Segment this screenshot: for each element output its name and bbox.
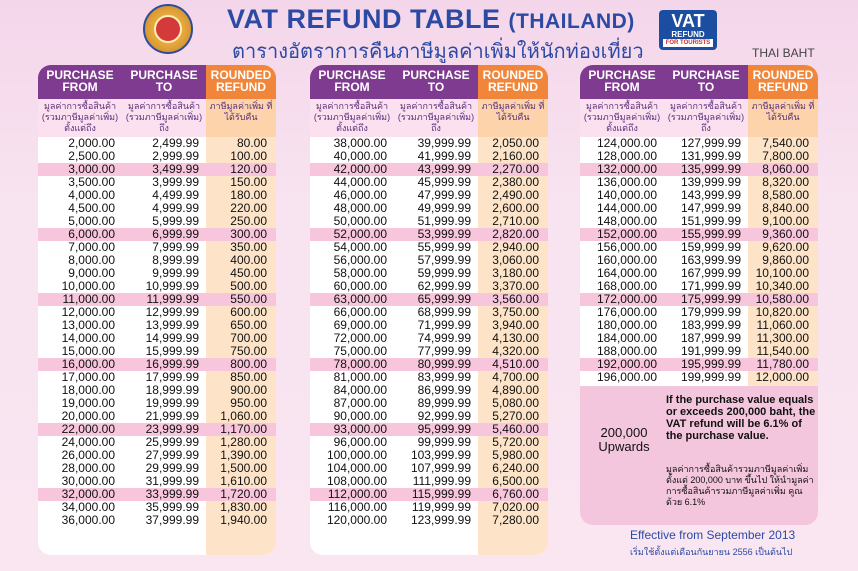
rounded-refund-cell: 11,780.00 [756,357,809,371]
purchase-from-cell: 58,000.00 [333,266,387,280]
purchase-to-cell: 62,999.99 [417,279,471,293]
rounded-refund-cell: 1,830.00 [220,500,267,514]
rounded-refund-cell: 7,540.00 [762,136,809,150]
rounded-refund-cell: 8,580.00 [762,188,809,202]
page-subtitle: ตารางอัตราการคืนภาษีมูลค่าเพิ่มให้นักท่องเที่ยว [232,41,644,63]
special-rate-label: 200,000 Upwards [598,425,650,454]
purchase-to-cell: 13,999.99 [145,318,199,332]
purchase-from-cell: 14,000.00 [61,331,115,345]
purchase-to-cell: 35,999.99 [145,500,199,514]
purchase-from-cell: 18,000.00 [61,383,115,397]
vat-refund-logo: VAT REFUND FOR TOURISTS [659,10,717,50]
purchase-from-cell: 176,000.00 [596,305,657,319]
rounded-refund-cell: 350.00 [230,240,267,254]
purchase-from-cell: 42,000.00 [333,162,387,176]
purchase-to-cell: 18,999.99 [145,383,199,397]
purchase-to-cell: 29,999.99 [145,461,199,475]
purchase-to-cell: 6,999.99 [152,227,199,241]
purchase-from-cell: 160,000.00 [596,253,657,267]
purchase-from-cell: 2,500.00 [68,149,115,163]
purchase-from-cell: 100,000.00 [326,448,387,462]
rounded-refund-cell: 220.00 [230,201,267,215]
purchase-from-cell: 172,000.00 [596,292,657,306]
rounded-refund-cell: 4,700.00 [492,370,539,384]
thai-revenue-emblem-icon [143,4,193,54]
purchase-to-cell: 123,999.99 [410,513,471,527]
rounded-refund-header-line1: ROUNDED [210,68,272,82]
table-row [580,371,818,384]
purchase-to-cell: 71,999.99 [417,318,471,332]
rounded-refund-cell: 900.00 [230,383,267,397]
purchase-from-cell: 54,000.00 [333,240,387,254]
purchase-from-cell: 60,000.00 [333,279,387,293]
rounded-refund-cell: 7,800.00 [762,149,809,163]
purchase-from-cell: 5,000.00 [68,214,115,228]
rounded-refund-cell: 750.00 [230,344,267,358]
purchase-from-cell: 24,000.00 [61,435,115,449]
purchase-from-cell: 156,000.00 [596,240,657,254]
purchase-to-cell: 135,999.99 [680,162,741,176]
purchase-to-cell: 51,999.99 [417,214,471,228]
purchase-from-header-line2: FROM [62,80,98,94]
rounded-refund-header [748,65,818,99]
purchase-to-cell: 17,999.99 [145,370,199,384]
rounded-refund-cell: 2,270.00 [492,162,539,176]
purchase-from-cell: 144,000.00 [596,201,657,215]
rounded-refund-cell: 5,080.00 [492,396,539,410]
purchase-to-cell: 2,499.99 [152,136,199,150]
purchase-to-cell: 92,999.99 [417,409,471,423]
rounded-refund-cell: 1,500.00 [220,461,267,475]
purchase-from-cell: 50,000.00 [333,214,387,228]
rounded-refund-cell: 2,380.00 [492,175,539,189]
purchase-to-cell: 191,999.99 [680,344,741,358]
purchase-from-cell: 112,000.00 [327,487,387,501]
purchase-to-cell: 41,999.99 [417,149,471,163]
rounded-refund-cell: 5,980.00 [492,448,539,462]
purchase-to-cell: 95,999.99 [417,422,471,436]
purchase-to-cell: 107,999.99 [410,461,471,475]
purchase-from-cell: 30,000.00 [61,474,115,488]
purchase-from-cell: 75,000.00 [333,344,387,358]
rounded-refund-cell: 12,000.00 [755,370,809,384]
purchase-from-cell: 93,000.00 [333,422,387,436]
purchase-from-cell: 22,000.00 [61,422,115,436]
rounded-refund-cell: 5,720.00 [492,435,539,449]
rounded-refund-cell: 1,940.00 [220,513,267,527]
effective-date: Effective from September 2013 [630,528,796,542]
rounded-refund-cell: 9,620.00 [762,240,809,254]
purchase-from-cell: 32,000.00 [61,487,115,501]
rounded-refund-cell: 2,710.00 [492,214,539,228]
purchase-from-cell: 26,000.00 [61,448,115,462]
purchase-from-header [310,65,394,99]
purchase-to-cell: 199,999.99 [680,370,741,384]
purchase-from-header-line2: FROM [604,80,640,94]
rounded-refund-cell: 10,340.00 [755,279,809,293]
purchase-to-cell: 3,999.99 [152,175,199,189]
purchase-from-cell: 9,000.00 [68,266,115,280]
purchase-to-cell: 25,999.99 [145,435,199,449]
purchase-from-cell: 188,000.00 [596,344,657,358]
rounded-refund-cell: 5,460.00 [492,422,539,436]
rounded-refund-header-line2: REFUND [758,80,808,94]
purchase-to-cell: 68,999.99 [417,305,471,319]
purchase-from-cell: 63,000.00 [333,292,387,306]
purchase-to-cell: 143,999.99 [680,188,741,202]
purchase-from-header-line1: PURCHASE [318,68,386,82]
purchase-from-cell: 180,000.00 [596,318,657,332]
purchase-to-cell: 127,999.99 [680,136,741,150]
purchase-to-header-line1: PURCHASE [130,68,198,82]
rounded-refund-cell: 180.00 [230,188,267,202]
rounded-refund-cell: 3,060.00 [492,253,539,267]
purchase-from-cell: 34,000.00 [61,500,115,514]
rounded-refund-cell: 300.00 [230,227,267,241]
purchase-to-cell: 57,999.99 [417,253,471,267]
purchase-to-cell: 5,999.99 [152,214,199,228]
rounded-refund-cell: 5,270.00 [492,409,539,423]
rounded-refund-cell: 150.00 [230,175,267,189]
purchase-to-cell: 2,999.99 [152,149,199,163]
purchase-from-cell: 19,000.00 [61,396,115,410]
rounded-refund-cell: 4,890.00 [492,383,539,397]
purchase-to-thai-header: มูลค่าการซื้อสินค้า (รวมภาษีมูลค่าเพิ่ม) ถึง [664,99,748,137]
purchase-to-cell: 103,999.99 [410,448,471,462]
effective-date-thai: เริ่มใช้ตั้งแต่เดือนกันยายน 2556 เป็นต้นไป [630,547,793,557]
table-rows [310,137,548,555]
currency-label: THAI BAHT [752,46,815,60]
rounded-refund-cell: 9,360.00 [762,227,809,241]
rounded-refund-cell: 500.00 [230,279,267,293]
purchase-to-cell: 37,999.99 [145,513,199,527]
purchase-to-cell: 111,999.99 [412,474,471,488]
purchase-to-thai-header: มูลค่าการซื้อสินค้า (รวมภาษีมูลค่าเพิ่ม) ถึง [122,99,206,137]
rounded-refund-cell: 100.00 [230,149,267,163]
table-row [310,514,548,527]
rounded-refund-thai-header: ภาษีมูลค่าเพิ่ม ที่ได้รับคืน [206,99,276,137]
purchase-from-cell: 4,000.00 [68,188,115,202]
purchase-from-thai-header: มูลค่าการซื้อสินค้า (รวมภาษีมูลค่าเพิ่ม) ตั้งแต่ถึง [310,99,394,137]
purchase-from-cell: 184,000.00 [596,331,657,345]
purchase-to-header-line1: PURCHASE [672,68,740,82]
purchase-to-cell: 10,999.99 [145,279,199,293]
purchase-from-cell: 69,000.00 [333,318,387,332]
purchase-from-header-line1: PURCHASE [588,68,656,82]
purchase-to-cell: 43,999.99 [417,162,471,176]
purchase-from-cell: 140,000.00 [596,188,657,202]
purchase-to-cell: 31,999.99 [145,474,199,488]
purchase-from-header [38,65,122,99]
purchase-to-cell: 27,999.99 [145,448,199,462]
rounded-refund-cell: 7,020.00 [492,500,539,514]
purchase-to-cell: 8,999.99 [152,253,199,267]
rounded-refund-cell: 800.00 [230,357,267,371]
rounded-refund-cell: 9,860.00 [762,253,809,267]
purchase-to-cell: 11,999.99 [146,292,199,306]
purchase-from-cell: 10,000.00 [61,279,115,293]
purchase-to-cell: 83,999.99 [417,370,471,384]
purchase-to-cell: 167,999.99 [680,266,741,280]
purchase-from-cell: 7,000.00 [68,240,115,254]
purchase-to-header [664,65,748,99]
rounded-refund-cell: 1,720.00 [220,487,267,501]
rounded-refund-cell: 2,160.00 [492,149,539,163]
purchase-to-cell: 14,999.99 [145,331,199,345]
special-rate-section [580,386,818,525]
rounded-refund-cell: 120.00 [230,162,267,176]
purchase-to-cell: 49,999.99 [417,201,471,215]
rounded-refund-thai-header: ภาษีมูลค่าเพิ่ม ที่ได้รับคืน [478,99,548,137]
purchase-from-cell: 84,000.00 [333,383,387,397]
purchase-to-cell: 47,999.99 [417,188,471,202]
rounded-refund-cell: 1,610.00 [220,474,267,488]
rounded-refund-header-line2: REFUND [488,80,538,94]
rounded-refund-cell: 450.00 [230,266,267,280]
purchase-to-cell: 9,999.99 [152,266,199,280]
purchase-to-cell: 15,999.99 [145,344,199,358]
purchase-to-cell: 163,999.99 [680,253,741,267]
rounded-refund-cell: 8,840.00 [762,201,809,215]
rounded-refund-header-line1: ROUNDED [482,68,544,82]
purchase-from-cell: 108,000.00 [326,474,387,488]
purchase-from-cell: 66,000.00 [333,305,387,319]
purchase-from-thai-header: มูลค่าการซื้อสินค้า (รวมภาษีมูลค่าเพิ่ม) ตั้งแต่ถึง [38,99,122,137]
purchase-to-cell: 77,999.99 [417,344,471,358]
purchase-from-cell: 48,000.00 [333,201,387,215]
purchase-to-header-line2: TO [697,80,715,94]
purchase-from-cell: 4,500.00 [68,201,115,215]
rounded-refund-cell: 6,240.00 [492,461,539,475]
rounded-refund-cell: 7,280.00 [492,513,539,527]
purchase-from-cell: 192,000.00 [596,357,657,371]
rounded-refund-cell: 11,300.00 [756,331,809,345]
purchase-to-cell: 4,999.99 [152,201,199,215]
purchase-from-cell: 52,000.00 [333,227,387,241]
purchase-to-cell: 151,999.99 [680,214,741,228]
purchase-to-cell: 19,999.99 [145,396,199,410]
purchase-to-cell: 115,999.99 [411,487,471,501]
rounded-refund-cell: 4,320.00 [492,344,539,358]
table-row [38,514,276,527]
purchase-from-cell: 3,000.00 [68,162,115,176]
rounded-refund-cell: 3,560.00 [492,292,539,306]
purchase-to-cell: 65,999.99 [417,292,471,306]
purchase-to-cell: 139,999.99 [680,175,741,189]
purchase-from-cell: 124,000.00 [596,136,657,150]
purchase-from-cell: 56,000.00 [333,253,387,267]
purchase-from-cell: 2,000.00 [68,136,115,150]
rounded-refund-cell: 8,060.00 [762,162,809,176]
purchase-to-cell: 175,999.99 [680,292,741,306]
purchase-from-cell: 136,000.00 [596,175,657,189]
special-rate-text-thai: มูลค่าการซื้อสินค้ารวมภาษีมูลค่าเพิ่ม ตั้งแต่ 200,000 บาท ขึ้นไป ให้นำมูลค่าการซื้อสินค้ารวมภาษีมูลค่าเพิ่ม คูณด้วย 6.1% [666,464,814,507]
purchase-from-cell: 78,000.00 [333,357,387,371]
table-rows [38,137,276,555]
purchase-to-cell: 119,999.99 [411,500,471,514]
rounded-refund-cell: 2,490.00 [492,188,539,202]
purchase-from-cell: 3,500.00 [68,175,115,189]
purchase-to-thai-header: มูลค่าการซื้อสินค้า (รวมภาษีมูลค่าเพิ่ม) ถึง [394,99,478,137]
purchase-to-cell: 33,999.99 [145,487,199,501]
purchase-to-cell: 59,999.99 [417,266,471,280]
rounded-refund-cell: 400.00 [230,253,267,267]
purchase-from-cell: 8,000.00 [68,253,115,267]
rounded-refund-cell: 6,760.00 [492,487,539,501]
purchase-from-cell: 15,000.00 [61,344,115,358]
purchase-from-cell: 87,000.00 [333,396,387,410]
rounded-refund-cell: 6,500.00 [492,474,539,488]
purchase-to-cell: 99,999.99 [417,435,471,449]
purchase-from-cell: 152,000.00 [596,227,657,241]
refund-table-3 [580,65,818,525]
purchase-from-cell: 90,000.00 [333,409,387,423]
purchase-to-cell: 86,999.99 [417,383,471,397]
purchase-from-cell: 13,000.00 [61,318,115,332]
rounded-refund-cell: 2,050.00 [492,136,539,150]
purchase-to-cell: 55,999.99 [417,240,471,254]
purchase-to-header-line2: TO [427,80,445,94]
purchase-from-cell: 38,000.00 [333,136,387,150]
purchase-to-header [122,65,206,99]
rounded-refund-cell: 950.00 [230,396,267,410]
purchase-to-cell: 187,999.99 [680,331,741,345]
purchase-to-cell: 183,999.99 [680,318,741,332]
rounded-refund-cell: 2,940.00 [492,240,539,254]
purchase-to-header-line1: PURCHASE [402,68,470,82]
purchase-to-cell: 45,999.99 [417,175,471,189]
purchase-from-cell: 44,000.00 [333,175,387,189]
rounded-refund-cell: 850.00 [230,370,267,384]
purchase-from-cell: 132,000.00 [596,162,657,176]
purchase-to-cell: 3,499.99 [152,162,199,176]
refund-table-1 [38,65,276,555]
rounded-refund-cell: 11,540.00 [756,344,809,358]
rounded-refund-cell: 80.00 [236,136,267,150]
purchase-to-cell: 179,999.99 [680,305,741,319]
rounded-refund-cell: 10,820.00 [755,305,809,319]
rounded-refund-cell: 550.00 [230,292,267,306]
rounded-refund-header-line1: ROUNDED [752,68,814,82]
purchase-from-cell: 46,000.00 [333,188,387,202]
rounded-refund-cell: 9,100.00 [762,214,809,228]
purchase-to-cell: 74,999.99 [417,331,471,345]
purchase-to-cell: 39,999.99 [417,136,471,150]
rounded-refund-cell: 10,580.00 [755,292,809,306]
purchase-from-cell: 96,000.00 [333,435,387,449]
purchase-to-cell: 12,999.99 [145,305,199,319]
purchase-to-cell: 21,999.99 [145,409,199,423]
purchase-from-cell: 168,000.00 [596,279,657,293]
purchase-from-cell: 164,000.00 [596,266,657,280]
purchase-to-cell: 7,999.99 [152,240,199,254]
rounded-refund-cell: 1,280.00 [220,435,267,449]
purchase-from-header [580,65,664,99]
special-rate-text: If the purchase value equals or exceeds 200,000 baht, the VAT refund will be 6.1% of the purchase value. [666,394,816,442]
purchase-to-header [394,65,478,99]
purchase-from-cell: 20,000.00 [61,409,115,423]
rounded-refund-header-line2: REFUND [216,80,266,94]
rounded-refund-cell: 1,390.00 [220,448,267,462]
purchase-from-cell: 40,000.00 [333,149,387,163]
purchase-from-cell: 81,000.00 [333,370,387,384]
purchase-to-cell: 80,999.99 [417,357,471,371]
page-title: VAT REFUND TABLE (THAILAND) [227,4,635,34]
rounded-refund-cell: 3,750.00 [492,305,539,319]
purchase-from-cell: 148,000.00 [596,214,657,228]
purchase-to-cell: 155,999.99 [680,227,741,241]
purchase-to-cell: 89,999.99 [417,396,471,410]
purchase-to-cell: 171,999.99 [680,279,741,293]
refund-table-2 [310,65,548,555]
purchase-from-header-line1: PURCHASE [46,68,114,82]
rounded-refund-header [206,65,276,99]
rounded-refund-cell: 250.00 [230,214,267,228]
purchase-from-cell: 6,000.00 [68,227,115,241]
rounded-refund-cell: 4,510.00 [492,357,539,371]
purchase-from-cell: 196,000.00 [596,370,657,384]
purchase-from-cell: 72,000.00 [333,331,387,345]
rounded-refund-cell: 600.00 [230,305,267,319]
rounded-refund-thai-header: ภาษีมูลค่าเพิ่ม ที่ได้รับคืน [748,99,818,137]
purchase-to-cell: 23,999.99 [145,422,199,436]
rounded-refund-cell: 1,170.00 [220,422,267,436]
rounded-refund-cell: 10,100.00 [755,266,809,280]
purchase-to-cell: 53,999.99 [417,227,471,241]
purchase-from-cell: 104,000.00 [326,461,387,475]
purchase-from-cell: 116,000.00 [327,500,387,514]
purchase-to-cell: 4,499.99 [152,188,199,202]
purchase-to-header-line2: TO [155,80,173,94]
purchase-from-thai-header: มูลค่าการซื้อสินค้า (รวมภาษีมูลค่าเพิ่ม) ตั้งแต่ถึง [580,99,664,137]
purchase-to-cell: 147,999.99 [680,201,741,215]
rounded-refund-cell: 11,060.00 [756,318,809,332]
purchase-from-cell: 11,000.00 [62,292,115,306]
purchase-to-cell: 159,999.99 [680,240,741,254]
purchase-to-cell: 131,999.99 [680,149,741,163]
purchase-from-header-line2: FROM [334,80,370,94]
rounded-refund-cell: 3,940.00 [492,318,539,332]
rounded-refund-cell: 2,820.00 [492,227,539,241]
rounded-refund-cell: 3,370.00 [492,279,539,293]
purchase-to-cell: 195,999.99 [680,357,741,371]
rounded-refund-cell: 2,600.00 [492,201,539,215]
rounded-refund-cell: 700.00 [230,331,267,345]
rounded-refund-header [478,65,548,99]
purchase-to-cell: 16,999.99 [145,357,199,371]
rounded-refund-cell: 4,130.00 [492,331,539,345]
rounded-refund-cell: 650.00 [230,318,267,332]
purchase-from-cell: 12,000.00 [61,305,115,319]
purchase-from-cell: 17,000.00 [61,370,115,384]
rounded-refund-cell: 3,180.00 [492,266,539,280]
purchase-from-cell: 128,000.00 [596,149,657,163]
rounded-refund-cell: 1,060.00 [220,409,267,423]
purchase-from-cell: 120,000.00 [326,513,387,527]
purchase-from-cell: 36,000.00 [61,513,115,527]
purchase-from-cell: 16,000.00 [61,357,115,371]
purchase-from-cell: 28,000.00 [61,461,115,475]
rounded-refund-cell: 8,320.00 [762,175,809,189]
